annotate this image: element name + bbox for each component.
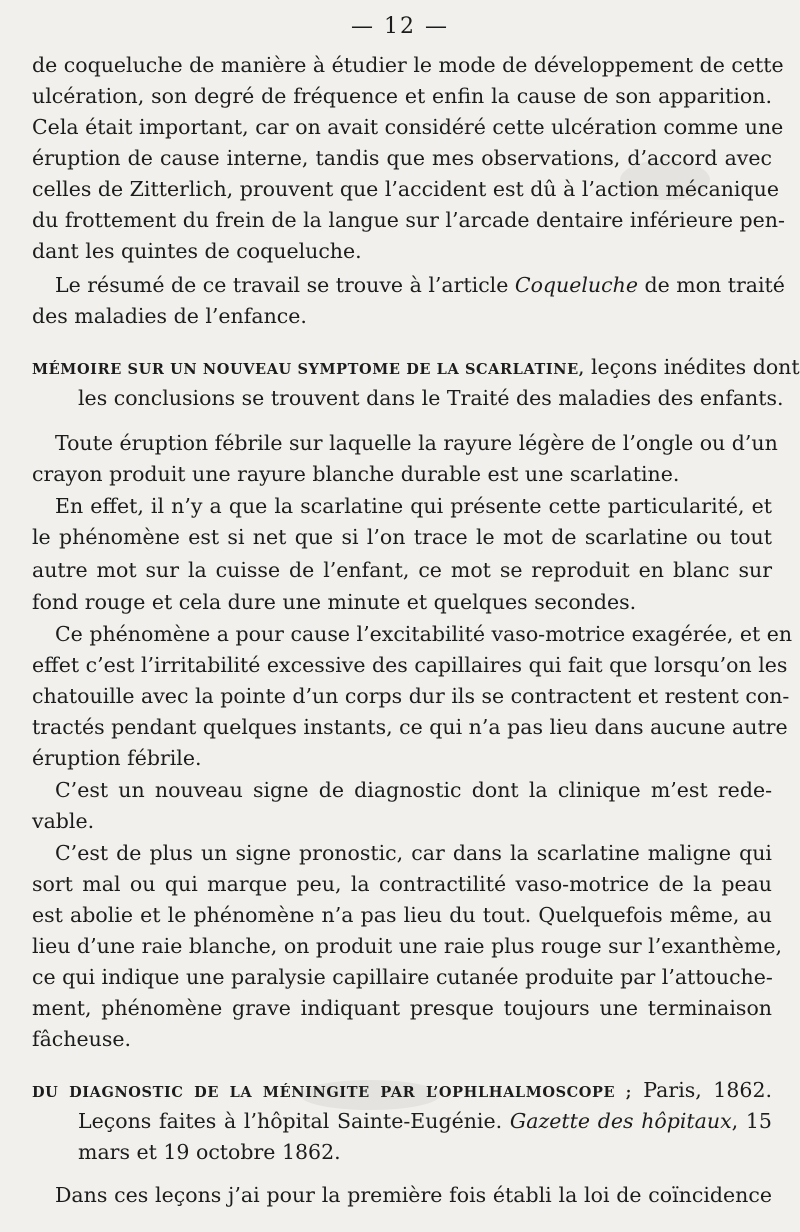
heading-line xyxy=(78,1106,772,1136)
text-line: C’est un nouveau signe de diagnostic dont la clinique m’est rede- xyxy=(55,778,772,802)
text-line: éruption de cause interne, tandis que mes observations, d’accord avec xyxy=(32,146,772,170)
text-run: Le résumé de ce travail se trouve à l’article xyxy=(55,273,515,297)
text-line: Toute éruption fébrile sur laquelle la rayure légère de l’ongle ou d’un xyxy=(55,431,778,455)
heading-line: les conclusions se trouvent dans le Traité des maladies des enfants. xyxy=(78,386,784,410)
text-line: celles de Zitterlich, prouvent que l’accident est dû à l’action mécanique xyxy=(32,177,779,201)
text-line: effet c’est l’irritabilité excessive des capillaires qui fait que lorsqu’on les xyxy=(32,653,788,677)
text-line: fond rouge et cela dure une minute et quelques secondes. xyxy=(32,590,637,614)
text-line: En effet, il n’y a que la scarlatine qui présente cette particularité, et xyxy=(55,494,772,518)
text-line: Cela était important, car on avait considéré cette ulcération comme une xyxy=(32,115,784,139)
text-line: tractés pendant quelques instants, ce qui n’a pas lieu dans aucune autre xyxy=(32,715,788,739)
text-line: dant les quintes de coqueluche. xyxy=(32,239,362,263)
text-line: des maladies de l’enfance. xyxy=(32,304,307,328)
text-run: de mon traité xyxy=(637,273,785,297)
heading-title: DU DIAGNOSTIC DE LA MÉNINGITE PAR L’OPHLHALMOSCOPE ; xyxy=(32,1084,632,1101)
page-number: — 12 — xyxy=(351,14,449,39)
heading-rest: Paris, 1862. xyxy=(631,1078,772,1102)
text-line: autre mot sur la cuisse de l’enfant, ce mot se reproduit en blanc sur xyxy=(32,558,772,582)
text-line: ulcération, son degré de fréquence et enfin la cause de son apparition. xyxy=(32,84,772,108)
text-line: vable. xyxy=(32,809,95,833)
heading-title: MÉMOIRE SUR UN NOUVEAU SYMPTOME DE LA SCARLATINE, xyxy=(32,361,585,378)
text-line: de coqueluche de manière à étudier le mode de développement de cette xyxy=(32,53,784,77)
heading-line: mars et 19 octobre 1862. xyxy=(78,1140,341,1164)
section-heading xyxy=(32,352,800,385)
text-line: le phénomène est si net que si l’on trace le mot de scarlatine ou tout xyxy=(32,525,772,549)
heading-rest: leçons inédites dont xyxy=(584,355,800,379)
text-line: chatouille avec la pointe d’un corps dur ils se contractent et restent con- xyxy=(32,684,790,708)
section-heading xyxy=(32,1075,772,1108)
text-line: sort mal ou qui marque peu, la contractilité vaso-motrice de la peau xyxy=(32,872,772,896)
text-line: ment, phénomène grave indiquant presque toujours une terminaison xyxy=(32,996,772,1020)
journal-title: Gazette des hôpitaux xyxy=(509,1109,732,1133)
text-line: Ce phénomène a pour cause l’excitabilité vaso-motrice exagérée, et en xyxy=(55,622,793,646)
text-line: crayon produit une rayure blanche durable est une scarlatine. xyxy=(32,462,680,486)
text-line: C’est de plus un signe pronostic, car dans la scarlatine maligne qui xyxy=(55,841,772,865)
text-line: fâcheuse. xyxy=(32,1027,131,1051)
text-line: est abolie et le phénomène n’a pas lieu du tout. Quelquefois même, au xyxy=(32,903,772,927)
text-line xyxy=(55,270,785,300)
text-run: Leçons faites à l’hôpital Sainte-Eugénie. xyxy=(78,1109,510,1133)
text-line: lieu d’une raie blanche, on produit une raie plus rouge sur l’exanthème, xyxy=(32,934,783,958)
italic-term: Coqueluche xyxy=(514,273,638,297)
text-run: , 15 xyxy=(731,1109,772,1133)
text-line: éruption fébrile. xyxy=(32,746,202,770)
text-line: du frottement du frein de la langue sur l’arcade dentaire inférieure pen- xyxy=(32,208,785,232)
text-line: Dans ces leçons j’ai pour la première fois établi la loi de coïncidence xyxy=(55,1183,772,1207)
text-line: ce qui indique une paralysie capillaire cutanée produite par l’attouche- xyxy=(32,965,773,989)
